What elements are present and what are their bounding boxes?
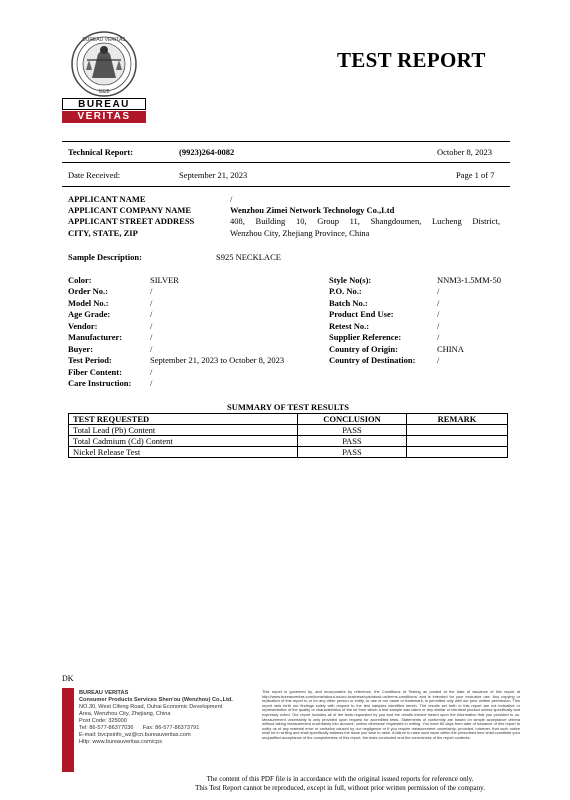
pdf-disclaimer <box>150 775 530 793</box>
detail-value: / <box>437 309 440 319</box>
test-remark <box>407 436 508 447</box>
detail-value: / <box>150 321 153 331</box>
header-rule-bottom <box>62 186 510 187</box>
detail-label: Retest No.: <box>329 321 370 331</box>
detail-label: P.O. No.: <box>329 286 362 296</box>
page-number: Page 1 of 7 <box>456 170 495 180</box>
detail-label: Vendor: <box>68 321 98 331</box>
footer-address-2: Area, Wenzhou City, Zhejiang, China <box>79 711 171 717</box>
test-name: Nickel Release Test <box>69 447 298 458</box>
detail-label: Country of Destination: <box>329 355 416 365</box>
detail-label: Test Period: <box>68 355 112 365</box>
tech-report-label: Technical Report: <box>68 147 134 157</box>
footer-address-1: NO.30, West Cifeng Road, Ouhai Economic Development <box>79 704 223 710</box>
detail-label: Model No.: <box>68 298 109 308</box>
test-name: Total Cadmium (Cd) Content <box>69 436 298 447</box>
seal-icon <box>62 30 146 98</box>
seal-text: BUREAU VERITAS <box>82 37 126 43</box>
detail-label: Buyer: <box>68 344 94 354</box>
applicant-company-value: Wenzhou Zimei Network Technology Co.,Ltd <box>230 205 395 215</box>
footer-contact <box>79 690 233 746</box>
detail-label: Fiber Content: <box>68 367 122 377</box>
detail-value: / <box>150 344 153 354</box>
test-conclusion: PASS <box>298 447 407 458</box>
disclaimer-line-1: The content of this PDF file is in accordance with the original issued reports for reference only. <box>206 775 474 783</box>
column-header: TEST REQUESTED <box>69 414 298 425</box>
detail-value: / <box>150 286 153 296</box>
date-received-label: Date Received: <box>68 170 121 180</box>
detail-value: / <box>437 286 440 296</box>
table-row <box>69 436 508 447</box>
footer-website: Http: www.bureauveritas.com/cps <box>79 739 163 745</box>
test-conclusion: PASS <box>298 425 407 436</box>
detail-value: / <box>150 298 153 308</box>
detail-value: / <box>437 321 440 331</box>
test-conclusion: PASS <box>298 436 407 447</box>
applicant-name-label: APPLICANT NAME <box>68 194 146 204</box>
detail-value: / <box>150 309 153 319</box>
summary-table <box>68 413 508 458</box>
detail-label: Order No.: <box>68 286 108 296</box>
detail-value: CHINA <box>437 344 464 354</box>
detail-label: Care Instruction: <box>68 378 132 388</box>
footer-email: E-mail: bvcpsinfo_wz@cn.bureauveritas.com <box>79 732 191 738</box>
seal-year: 1828 <box>98 89 110 95</box>
applicant-company-label: APPLICANT COMPANY NAME <box>68 205 192 215</box>
detail-value: NNM3-1.5MM-50 <box>437 275 501 285</box>
test-remark <box>407 447 508 458</box>
detail-label: Age Grade: <box>68 309 111 319</box>
detail-label: Batch No.: <box>329 298 368 308</box>
city-state-zip-label: CITY, STATE, ZIP <box>68 228 138 238</box>
footer-company-1: BUREAU VERITAS <box>79 690 129 696</box>
test-remark <box>407 425 508 436</box>
header-rule-top <box>62 141 510 142</box>
footer-tel-fax: Tel: 86-577-86377036 Fax: 86-577-86373791 <box>79 725 200 731</box>
summary-header-row <box>69 414 508 425</box>
disclaimer-line-2: This Test Report cannot be reproduced, except in full, without prior written permission of the company. <box>195 784 485 792</box>
logo-band-bureau: BUREAU <box>62 98 146 110</box>
detail-label: Supplier Reference: <box>329 332 402 342</box>
detail-value: / <box>437 298 440 308</box>
detail-value: / <box>437 355 440 365</box>
detail-label: Product End Use: <box>329 309 394 319</box>
column-header: REMARK <box>407 414 508 425</box>
detail-value: SILVER <box>150 275 179 285</box>
summary-title: SUMMARY OF TEST RESULTS <box>227 402 349 412</box>
column-header: CONCLUSION <box>298 414 407 425</box>
detail-value: / <box>150 378 153 388</box>
detail-value: / <box>150 367 153 377</box>
footer-accent-bar <box>62 688 74 772</box>
initials: DK <box>62 674 74 683</box>
detail-label: Country of Origin: <box>329 344 398 354</box>
header-rule-mid <box>62 162 510 163</box>
applicant-name-value: / <box>230 194 233 204</box>
bureau-veritas-logo <box>62 30 146 123</box>
tech-report-number: (9923)264-0082 <box>179 147 235 157</box>
table-row <box>69 425 508 436</box>
test-name: Total Lead (Pb) Content <box>69 425 298 436</box>
footer-postcode: Post Code: 325000 <box>79 718 127 724</box>
page-title: TEST REPORT <box>337 48 486 72</box>
sample-description-value: S925 NECKLACE <box>216 252 281 262</box>
footer-company-2: Consumer Products Services Shen'ou (Wenzhou) Co.,Ltd. <box>79 697 233 703</box>
table-row <box>69 447 508 458</box>
logo-band-veritas: VERITAS <box>62 111 146 123</box>
detail-value: September 21, 2023 to October 8, 2023 <box>150 355 285 365</box>
applicant-street-value-2: Wenzhou City, Zhejiang Province, China <box>230 228 370 238</box>
date-received-value: September 21, 2023 <box>179 170 248 180</box>
detail-label: Color: <box>68 275 92 285</box>
report-date: October 8, 2023 <box>437 147 493 157</box>
sample-description-label: Sample Description: <box>68 252 142 262</box>
detail-value: / <box>437 332 440 342</box>
applicant-street-label: APPLICANT STREET ADDRESS <box>68 216 195 226</box>
detail-label: Manufacturer: <box>68 332 123 342</box>
applicant-street-value-1: 408, Building 10, Group 11, Shangdoumen, Lucheng District, <box>230 216 500 226</box>
detail-label: Style No(s): <box>329 275 372 285</box>
footer-legal-text: This report is governed by, and incorporates by reference, the Conditions of Testing as posted at the date of issuance of this report at http://www.bureauveritas.com/home/about-us/our-business/cps/about-us/terms-conditions/ and is intended for your exclusive use. Any copying or replication of this report to or for any other person or entity, or use of our name or trademark, is permitted only with our prior written permission. This report sets forth our findings solely with respect to the test samples identified herein. The results set forth in this report are not indicative or representative of the quality or characteristics of the lot from which a test sample was taken or any similar or identical product unless specifically and expressly noted. Our report includes all of the tests requested by you and the results thereof based upon the information that you provided to us. Measurement uncertainty is only provided upon request for accredited tests. Statements of conformity are based on simple acceptance criteria without taking measurement uncertainty into account, unless otherwise requested in writing. You have 60 days from date of issuance of this report to notify us of any material error or omission caused by our negligence or if you require measurement uncertainty; provided, however, that such notice shall be in writing and shall specifically address the issue you wish to raise. A failure to raise such issue within the prescribed time shall constitute your unqualified acceptance of the completeness of this report, the tests conducted and the correctness of the report contents. <box>262 689 520 740</box>
detail-value: / <box>150 332 153 342</box>
